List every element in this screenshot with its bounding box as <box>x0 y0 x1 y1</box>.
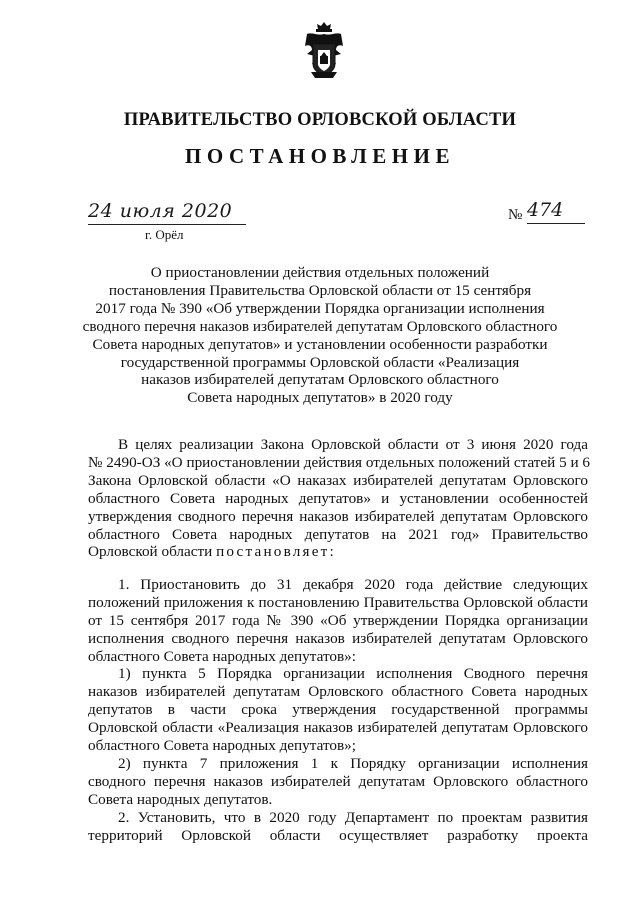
paragraph-line: положений приложения к постановлению Правительства Орловской области <box>88 593 588 611</box>
handwritten-date: 24 июля 2020 <box>88 200 233 222</box>
paragraph-line: 1. Приостановить до 31 декабря 2020 года действие следующих <box>118 576 588 593</box>
paragraph-line: сводного перечня наказов избирателей депутатам Орловского областного <box>88 772 588 790</box>
subject-line: наказов избирателей депутатам Орловского областного <box>141 371 499 389</box>
subject-line: О приостановлении действия отдельных положений <box>150 264 490 281</box>
paragraph-line: Закона Орловской области «О наказах избирателей депутатам Орловского <box>88 471 588 489</box>
paragraph-line: депутатов в части срока утверждения государственной программы <box>88 700 588 718</box>
document-subject <box>60 264 580 407</box>
city-label: г. Орёл <box>145 227 184 242</box>
item-1-subitem-2 <box>88 755 588 809</box>
paragraph-line: № 2490-ОЗ «О приостановлении действия отдельных положений статей 5 и 6 <box>88 453 591 471</box>
item-1-subitem-1 <box>88 665 588 755</box>
government-title: ПРАВИТЕЛЬСТВО ОРЛОВСКОЙ ОБЛАСТИ <box>123 110 517 130</box>
item-1-paragraph <box>88 576 588 666</box>
paragraph-line <box>88 543 588 561</box>
paragraph-line: 1) пункта 5 Порядка организации исполнения Сводного перечня <box>118 665 588 682</box>
date-underline <box>88 224 246 225</box>
paragraph-line: Орловской области «Реализация наказов избирателей депутатам Орловского <box>88 718 588 736</box>
number-underline <box>527 223 585 224</box>
subject-line: государственной программы Орловской области «Реализация <box>120 353 520 371</box>
paragraph-line: исполнения сводного перечня наказов избирателей депутатам Орловского <box>88 629 588 647</box>
item-2-paragraph <box>88 809 588 845</box>
paragraph-line: В целях реализации Закона Орловской области от 3 июня 2020 года <box>118 436 588 453</box>
paragraph-line: наказов избирателей депутатам Орловского областного Совета народных <box>88 682 588 700</box>
paragraph-line: 2) пункта 7 приложения 1 к Порядку организации исполнения <box>118 755 588 772</box>
paragraph-line: областного Совета народных депутатов» и установлении особенностей <box>88 489 588 507</box>
document-type-title: ПОСТАНОВЛЕНИЕ <box>185 144 455 168</box>
number-label: № <box>508 207 523 223</box>
subject-line: Совета народных депутатов» в 2020 году <box>187 389 453 407</box>
paragraph-line: утверждения сводного перечня наказов избирателей депутатам Орловского <box>88 507 588 525</box>
preamble-paragraph <box>88 436 591 561</box>
paragraph-line: Совета народных депутатов. <box>88 790 273 808</box>
coat-of-arms-icon <box>303 20 345 82</box>
preamble-prefix: Орловской области <box>88 543 213 561</box>
paragraph-line: от 15 сентября 2017 года № 390 «Об утверждении Порядка организации <box>88 611 588 629</box>
subject-line: 2017 года № 390 «Об утверждении Порядка организации исполнения <box>95 299 545 317</box>
subject-line: сводного перечня наказов избирателей депутатам Орловского областного <box>82 317 558 335</box>
decree-word: постановляет: <box>216 543 336 561</box>
paragraph-line: 2. Установить, что в 2020 году Департамент по проектам развития <box>118 809 588 826</box>
paragraph-line: областного Совета народных депутатов»: <box>88 647 356 665</box>
paragraph-line: территорий Орловской области осуществляет разработку проекта <box>88 826 588 844</box>
subject-line: постановления Правительства Орловской области от 15 сентября <box>108 281 532 299</box>
paragraph-line: областного Совета народных депутатов»; <box>88 736 356 754</box>
paragraph-line: областного Совета народных депутатов на 2021 год» Правительство <box>88 525 588 543</box>
subject-line: Совета народных депутатов» и установлении особенности разработки <box>92 335 548 353</box>
handwritten-number: 474 <box>527 199 564 221</box>
